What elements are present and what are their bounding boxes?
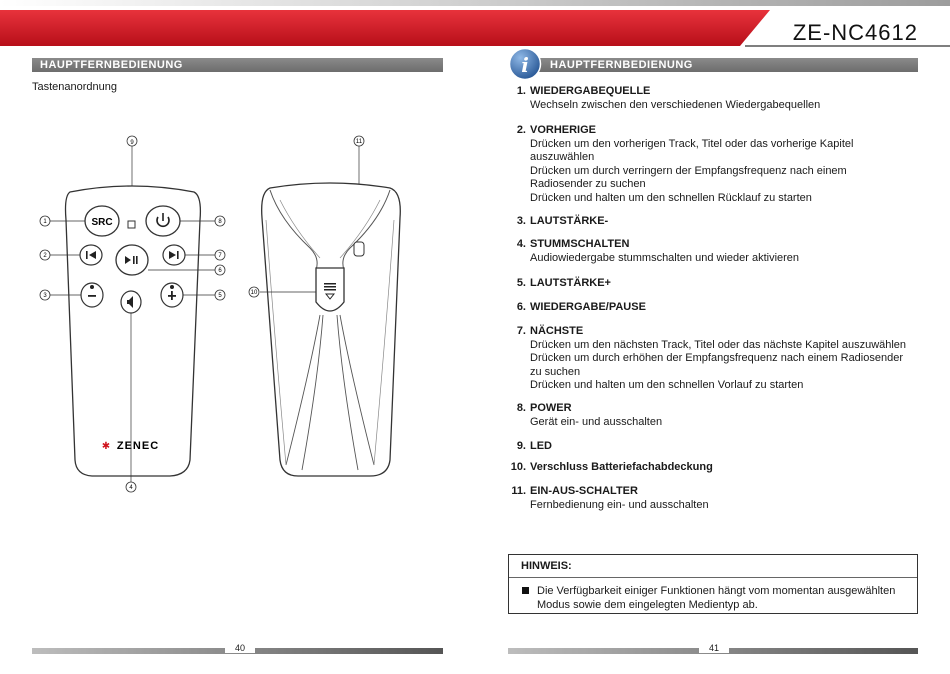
remote-back-body: [262, 183, 401, 476]
svg-text:8: 8: [218, 219, 222, 225]
svg-text:3: 3: [43, 293, 47, 299]
callout-1: [40, 216, 50, 226]
callout-8: [215, 216, 225, 226]
play-pause-button[interactable]: [116, 245, 148, 275]
model-name: ZE-NC4612: [792, 20, 918, 45]
list-item: 3. LAUTSTÄRKE-: [516, 215, 609, 227]
callout-10: [249, 287, 259, 297]
info-icon: [508, 47, 542, 81]
list-item: 6. WIEDERGABE/PAUSE: [516, 301, 646, 313]
list-item: 1. WIEDERGABEQUELLE Wechseln zwischen den verschiedenen Wiedergabequellen: [516, 85, 821, 111]
callout-6: [215, 265, 225, 275]
callout-9-label: 9: [130, 140, 134, 146]
callout-5: [215, 290, 225, 300]
page-number-left: 40: [225, 643, 255, 653]
list-item: 11. EIN-AUS-SCHALTER Fernbedienung ein- und ausschalten: [511, 485, 709, 511]
remote-back-illustration: [240, 130, 410, 490]
list-item: 7. NÄCHSTE Drücken um den nächsten Track, Titel oder das nächste Kapitel auszuwählen Drücken um durch erhöhen der Empfangsfrequenz nach einem Radiosender zu suchen Drücken und halten um den schnellen Vorlauf zu starten: [516, 325, 907, 391]
list-item: 2. VORHERIGE Drücken um den vorherigen Track, Titel oder das vorherige Kapitel auszuwählen Drücken um durch verringern der Empfangsfrequenz nach einem Radiosender zu suchen Drücken und halten um den schnellen Rücklauf zu starten: [516, 124, 854, 204]
list-item: 5. LAUTSTÄRKE+: [516, 277, 611, 289]
callout-4: [126, 482, 136, 492]
list-item: 9. LED: [516, 440, 552, 452]
callout-2: [40, 250, 50, 260]
svg-text:4: 4: [129, 485, 133, 491]
power-switch[interactable]: [354, 242, 364, 256]
page-number-right: 41: [699, 643, 729, 653]
section-bar-left: HAUPTFERNBEDIENUNG: [32, 58, 443, 72]
caption-button-layout: Tastenanordnung: [32, 81, 118, 93]
callout-7: [215, 250, 225, 260]
remote-front-body: [66, 186, 201, 476]
section-bar-right: HAUPTFERNBEDIENUNG: [520, 58, 918, 72]
list-item: 10. Verschluss Batteriefachabdeckung: [510, 461, 713, 473]
note-heading: HINWEIS:: [509, 555, 917, 578]
bullet-icon: [522, 587, 529, 594]
zenec-logo-mark: ✱: [101, 441, 111, 452]
note-text: Die Verfügbarkeit einiger Funktionen hängt vom momentan ausgewählten Modus sowie dem eingelegten Medientyp ab.: [509, 578, 917, 612]
svg-text:6: 6: [218, 268, 222, 274]
led-indicator: [128, 221, 135, 228]
remote-front-illustration: [30, 130, 260, 500]
zenec-logo: ZENEC: [116, 440, 160, 452]
callout-3: [40, 290, 50, 300]
list-item: 8. POWER Gerät ein- und ausschalten: [516, 402, 663, 428]
svg-text:1: 1: [43, 219, 47, 225]
list-item: 4. STUMMSCHALTEN Audiowiedergabe stummschalten und wieder aktivieren: [516, 238, 800, 264]
svg-text:10: 10: [250, 290, 258, 296]
src-button-label: SRC: [91, 217, 113, 228]
svg-text:7: 7: [218, 253, 222, 259]
svg-text:i: i: [521, 53, 529, 77]
svg-text:11: 11: [355, 139, 363, 145]
svg-text:2: 2: [43, 253, 47, 259]
note-box: [508, 554, 918, 614]
svg-text:5: 5: [218, 293, 222, 299]
callout-11: [354, 136, 364, 146]
